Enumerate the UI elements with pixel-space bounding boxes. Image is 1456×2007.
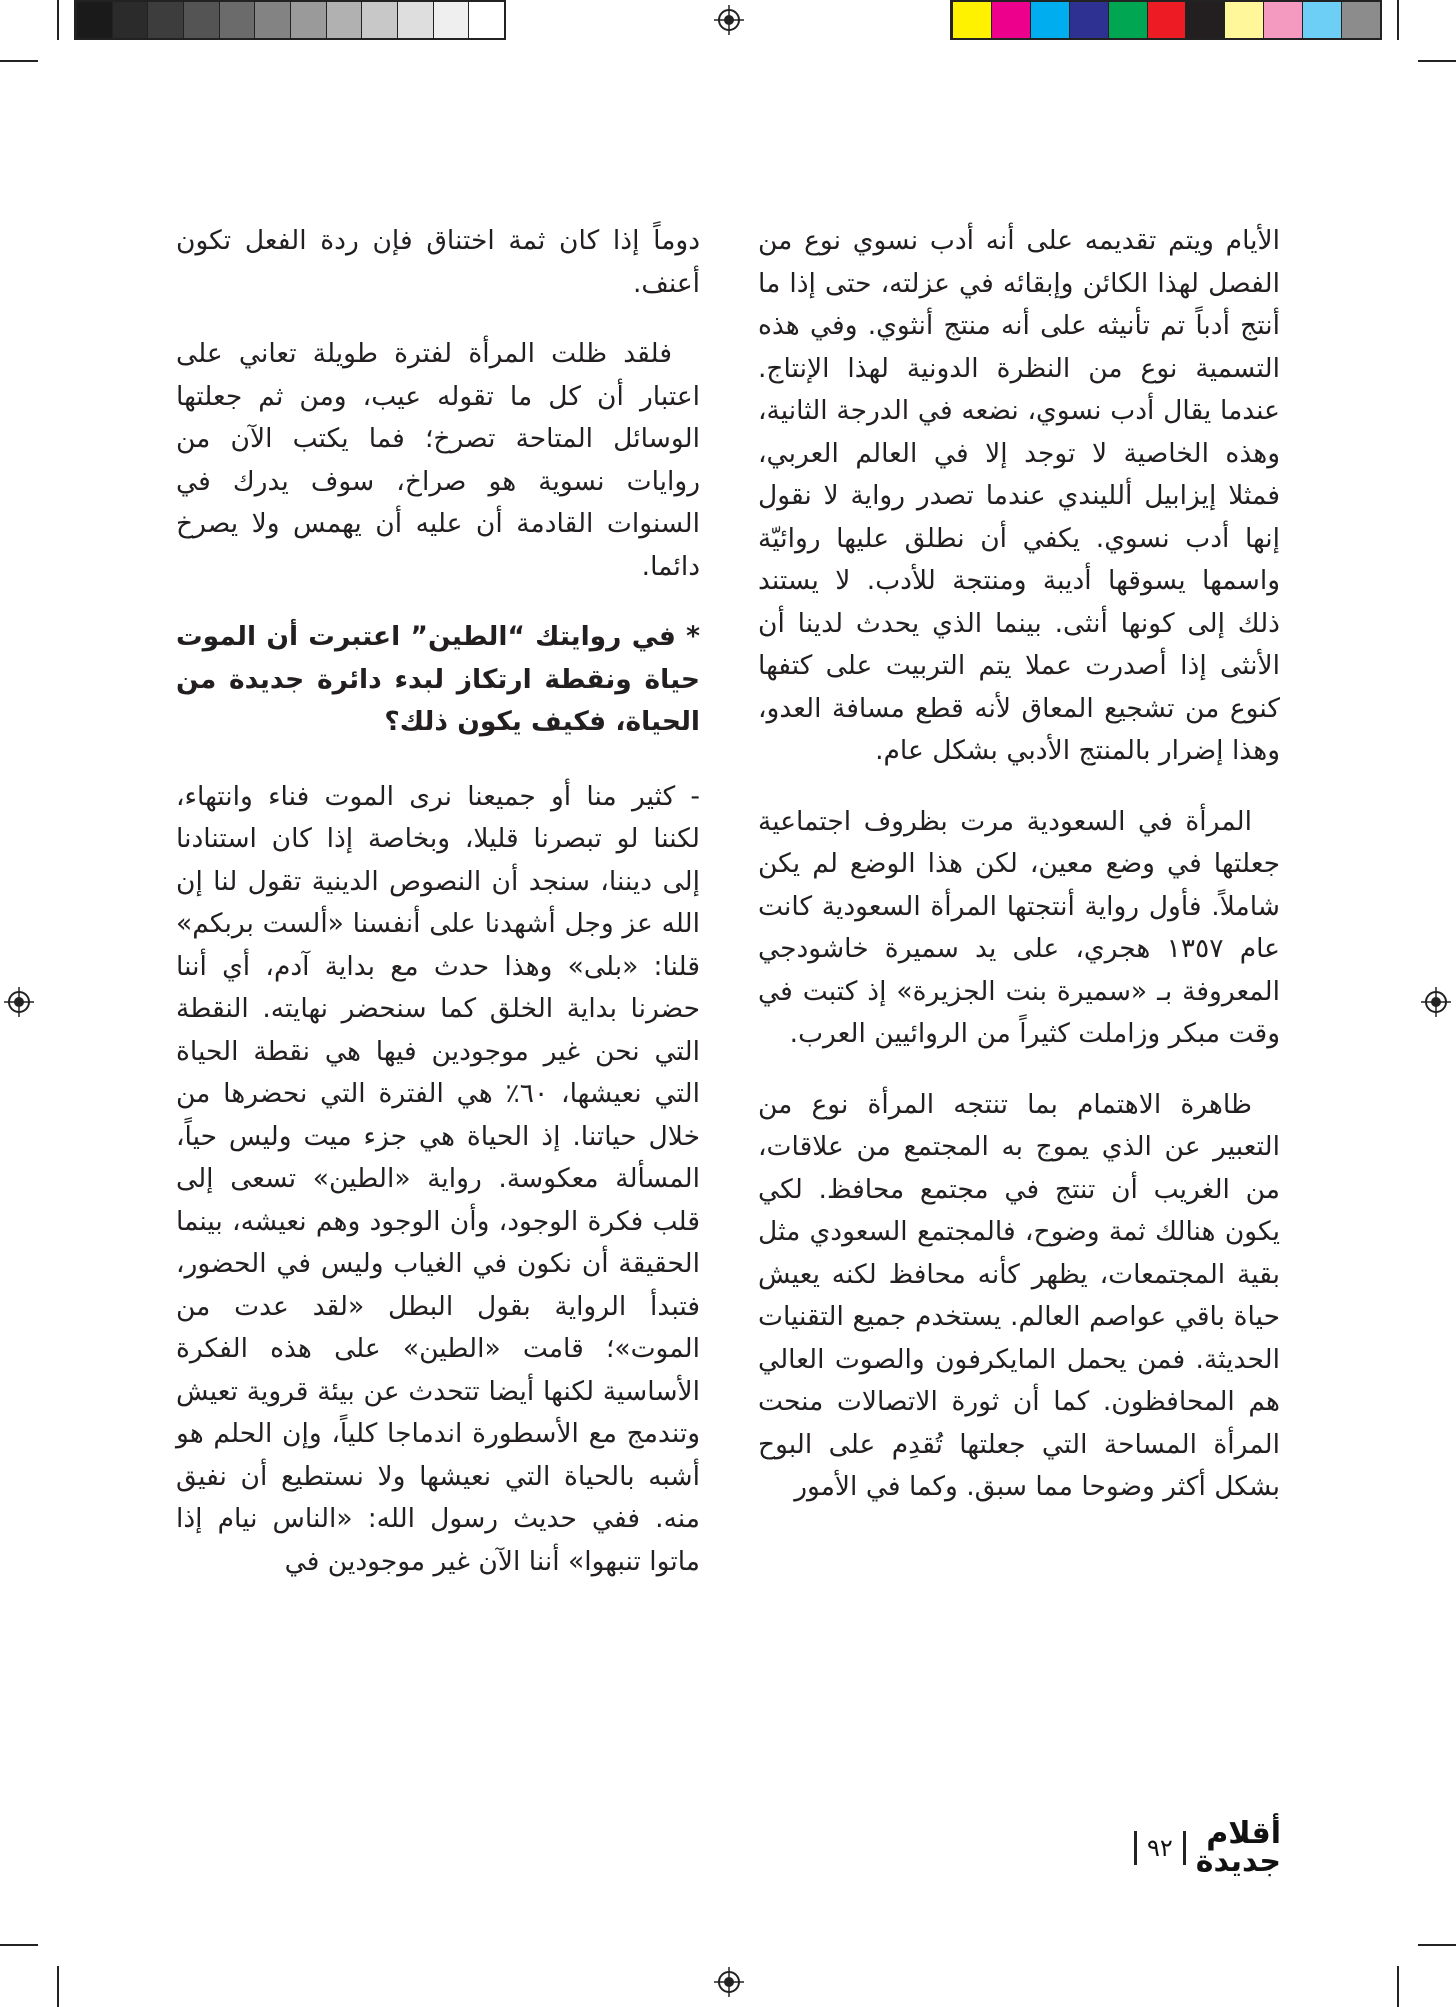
crop-mark xyxy=(0,60,38,62)
color-swatch xyxy=(1069,2,1108,38)
left-text-column xyxy=(176,220,700,1611)
registration-mark-bottom-icon xyxy=(714,1967,744,1997)
crop-mark xyxy=(0,1944,38,1946)
color-swatch xyxy=(1263,2,1302,38)
right-text-column xyxy=(758,220,1280,1537)
registration-mark-left-icon xyxy=(4,987,34,1017)
color-swatch xyxy=(326,2,362,38)
registration-mark-top-icon xyxy=(714,5,744,35)
crop-mark xyxy=(1418,60,1456,62)
color-swatch xyxy=(1302,2,1341,38)
color-swatch xyxy=(397,2,433,38)
logo-line: جديدة xyxy=(1195,1844,1281,1879)
color-swatch xyxy=(991,2,1030,38)
color-swatch xyxy=(952,2,991,38)
divider xyxy=(1134,1831,1137,1865)
paragraph: فلقد ظلت المرأة لفترة طويلة تعاني على اعتبار أن كل ما تقوله عيب، ومن ثم جعلتها الوسائل المتاحة تصرخ؛ فما يكتب الآن من روايات نسوية هو صراخ، سوف يدرك في السنوات القادمة أن عليه أن يهمس ولا يصرخ دائما. xyxy=(176,338,700,582)
paragraph: دوماً إذا كان ثمة اختناق فإن ردة الفعل تكون أعنف. xyxy=(176,225,700,299)
color-swatch xyxy=(112,2,148,38)
color-swatch xyxy=(183,2,219,38)
grayscale-color-bar xyxy=(74,0,506,40)
page-footer xyxy=(1076,1818,1281,1878)
page-number: ٩٢ xyxy=(1146,1834,1173,1862)
crop-mark xyxy=(57,0,59,40)
color-swatch xyxy=(76,2,112,38)
paragraph: ظاهرة الاهتمام بما تنتجه المرأة نوع من التعبير عن الذي يموج به المجتمع من علاقات، من الغريب أن تنتج في مجتمع محافظ. لكي يكون هنالك ثمة وضوح، فالمجتمع السعودي مثل بقية المجتمعات، يظهر كأنه محافظ لكنه يعيش حياة باقي عواصم العالم. يستخدم جميع التقنيات الحديثة. فمن يحمل المايكرفون والصوت العالي هم المحافظون. كما أن ثورة الاتصالات منحت المرأة المساحة التي جعلتها تُقدِم على البوح بشكل أكثر وضوحا مما سبق. وكما في الأمور xyxy=(758,1088,1280,1502)
color-swatch xyxy=(219,2,255,38)
color-swatch xyxy=(1224,2,1263,38)
divider xyxy=(1183,1831,1186,1865)
color-swatch xyxy=(290,2,326,38)
interview-question: * في روايتك “الطين” اعتبرت أن الموت حياة ونقطة ارتكاز لبدء دائرة جديدة من الحياة، فكيف يكون ذلك؟ xyxy=(176,621,700,737)
color-swatch xyxy=(254,2,290,38)
crop-mark xyxy=(1397,0,1399,40)
color-swatch xyxy=(1030,2,1069,38)
color-swatch xyxy=(1108,2,1147,38)
color-swatch xyxy=(147,2,183,38)
paragraph: الأيام ويتم تقديمه على أنه أدب نسوي نوع من الفصل لهذا الكائن وإبقائه في عزلته، حتى إذا ما أنتج أدباً تم تأنيثه على أنه منتج أنثوي. وفي هذه التسمية نوع من النظرة الدونية لهذا الإنتاج. عندما يقال أدب نسوي، نضعه في الدرجة الثانية، وهذه الخاصية لا توجد إلا في العالم العربي، فمثلا إيزابيل ألليندي عندما تصدر رواية لا نقول إنها أدب نسوي. يكفي أن نطلق عليها روائيّة واسمها يسوقها أديبة ومنتجة للأدب. لا يستند ذلك إلى كونها أنثى. بينما الذي يحدث لدينا أن الأنثى إذا أصدرت عملا يتم التربيت على كتفها كنوع من تشجيع المعاق لأنه قطع مسافة العدو، وهذا إضرار بالمنتج الأدبي بشكل عام. xyxy=(758,225,1280,766)
color-swatch xyxy=(433,2,469,38)
logo-line: أقلام xyxy=(1206,1816,1281,1851)
process-color-bar xyxy=(950,0,1382,40)
paragraph: - كثير منا أو جميعنا نرى الموت فناء وانتهاء، لكننا لو تبصرنا قليلا، وبخاصة إذا كان استنادنا إلى ديننا، سنجد أن النصوص الدينية تقول لنا إن الله عز وجل أشهدنا على أنفسنا «ألست بربكم» قلنا: «بلى» وهذا حدث مع بداية آدم، أي أننا حضرنا بداية الخلق كما سنحضر نهايته. النقطة التي نحن غير موجودين فيها هي نقطة الحياة التي نعيشها، ٦٠٪ هي الفترة التي نحضرها من خلال حياتنا. إذ الحياة هي جزء ميت وليس حياً، المسألة معكوسة. رواية «الطين» تسعى إلى قلب فكرة الوجود، وأن الوجود وهم نعيشه، بينما الحقيقة أن نكون في الغياب وليس في الحضور، فتبدأ الرواية بقول البطل «لقد عدت من الموت»؛ قامت «الطين» على هذه الفكرة الأساسية لكنها أيضا تتحدث عن بيئة قروية تعيش وتندمج مع الأسطورة اندماجا كلياً، وإن الحلم هو أشبه بالحياة التي نعيشها ولا نستطيع أن نفيق منه. ففي حديث رسول الله: «الناس نيام إذا ماتوا تنبهوا» أننا الآن غير موجودين في xyxy=(176,780,700,1577)
color-swatch xyxy=(1341,2,1380,38)
color-swatch xyxy=(361,2,397,38)
color-swatch xyxy=(1185,2,1224,38)
registration-mark-right-icon xyxy=(1421,987,1451,1017)
color-swatch xyxy=(1147,2,1186,38)
crop-mark xyxy=(57,1966,59,2007)
magazine-logo xyxy=(1195,1816,1281,1879)
crop-mark xyxy=(1418,1944,1456,1946)
color-swatch xyxy=(468,2,504,38)
crop-mark xyxy=(1397,1966,1399,2007)
paragraph: المرأة في السعودية مرت بظروف اجتماعية جعلتها في وضع معين، لكن هذا الوضع لم يكن شاملاً. فأول رواية أنتجتها المرأة السعودية كانت عام ١٣٥٧ هجري، على يد سميرة خاشودجي المعروفة بـ «سميرة بنت الجزيرة» إذ كتبت في وقت مبكر وزاملت كثيراً من الروائيين العرب. xyxy=(758,805,1280,1049)
